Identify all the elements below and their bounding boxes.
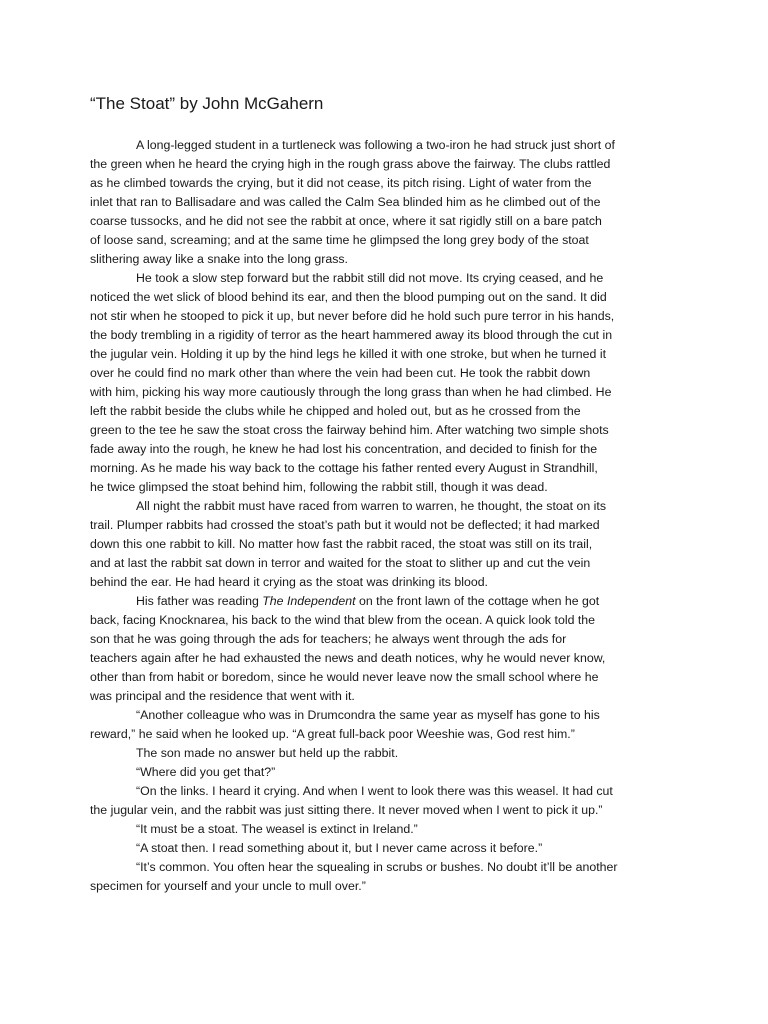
text-line: and at last the rabbit sat down in terror and waited for the stoat to slither up and cut the vein [90,556,591,570]
text-line: the green when he heard the crying high in the rough grass above the fairway. The clubs rattled [90,157,611,171]
paragraph-1 [90,136,690,269]
paragraph-7 [90,763,690,782]
text-line: left the rabbit beside the clubs while he chipped and holed out, but as he crossed from the [90,404,581,418]
document-body [90,136,690,896]
text-line: son that he was going through the ads for teachers; he always went through the ads for [90,632,567,646]
text-line: slithering away like a snake into the long grass. [90,252,348,266]
newspaper-title: The Independent [262,594,356,608]
text-line: “On the links. I heard it crying. And when I went to look there was this weasel. It had cut [136,784,613,798]
paragraph-9 [90,820,690,839]
text-line: “It must be a stoat. The weasel is extinct in Ireland.” [136,822,418,836]
text-line: noticed the wet slick of blood behind its ear, and then the blood pumping out on the sand. It did [90,290,607,304]
text-line: “It’s common. You often hear the squealing in scrubs or bushes. No doubt it’ll be another [136,860,618,874]
text-line: A long-legged student in a turtleneck was following a two-iron he had struck just short of [136,138,615,152]
text-line: he twice glimpsed the stoat behind him, following the rabbit still, though it was dead. [90,480,548,494]
text-line: over he could find no mark other than where the vein had been cut. He took the rabbit down [90,366,591,380]
text-line: He took a slow step forward but the rabbit still did not move. Its crying ceased, and he [136,271,604,285]
paragraph-2 [90,269,690,497]
document-title: “The Stoat” by John McGahern [90,94,324,113]
text-line: the body trembling in a rigidity of terror as the heart hammered away its blood through the cut in [90,328,613,342]
text-line [90,592,690,611]
paragraph-6 [90,744,690,763]
text-line: the jugular vein. Holding it up by the hind legs he killed it with one stroke, but when he turned it [90,347,607,361]
text-line: “Another colleague who was in Drumcondra the same year as myself has gone to his [136,708,600,722]
text-line: back, facing Knocknarea, his back to the wind that blew from the ocean. A quick look told the [90,613,596,627]
text-line: of loose sand, screaming; and at the same time he glimpsed the long grey body of the stoat [90,233,589,247]
text-line: not stir when he stooped to pick it up, but never before did he hold such pure terror in his hands, [90,309,615,323]
text-run: on the front lawn of the cottage when he got [355,594,600,608]
text-line: teachers again after he had exhausted the news and death notices, why he would never know, [90,651,606,665]
text-line: All night the rabbit must have raced from warren to warren, he thought, the stoat on its [136,499,606,513]
paragraph-11 [90,858,690,896]
text-line: with him, picking his way more cautiously through the long grass than when he had climbed. He [90,385,612,399]
text-line: coarse tussocks, and he did not see the rabbit at once, where it sat rigidly still on a bare patch [90,214,602,228]
paragraph-8 [90,782,690,820]
paragraph-10 [90,839,690,858]
text-line: “Where did you get that?” [136,765,276,779]
paragraph-5 [90,706,690,744]
text-line: as he climbed towards the crying, but it did not cease, its pitch rising. Light of water from the [90,176,592,190]
text-line: specimen for yourself and your uncle to mull over.” [90,879,366,893]
text-line: trail. Plumper rabbits had crossed the stoat’s path but it would not be deflected; it had marked [90,518,600,532]
text-line: reward,” he said when he looked up. “A great full-back poor Weeshie was, God rest him.” [90,727,575,741]
text-line: behind the ear. He had heard it crying as the stoat was drinking its blood. [90,575,488,589]
text-run: His father was reading [136,594,263,608]
text-line: down this one rabbit to kill. No matter how fast the rabbit raced, the stoat was still on its trail, [90,537,593,551]
text-line: the jugular vein, and the rabbit was just sitting there. It never moved when I went to pick it up.” [90,803,603,817]
text-line: green to the tee he saw the stoat cross the fairway behind him. After watching two simple shots [90,423,609,437]
text-line: The son made no answer but held up the rabbit. [136,746,399,760]
text-line: fade away into the rough, he knew he had lost his concentration, and decided to finish for the [90,442,598,456]
text-line: was principal and the residence that went with it. [90,689,355,703]
paragraph-4 [90,592,690,706]
text-line: inlet that ran to Ballisadare and was called the Calm Sea blinded him as he climbed out of the [90,195,601,209]
text-line: other than from habit or boredom, since he would never leave now the small school where he [90,670,599,684]
paragraph-3 [90,497,690,592]
text-line: morning. As he made his way back to the cottage his father rented every August in Strandhill, [90,461,598,475]
text-line: “A stoat then. I read something about it, but I never came across it before.” [136,841,543,855]
